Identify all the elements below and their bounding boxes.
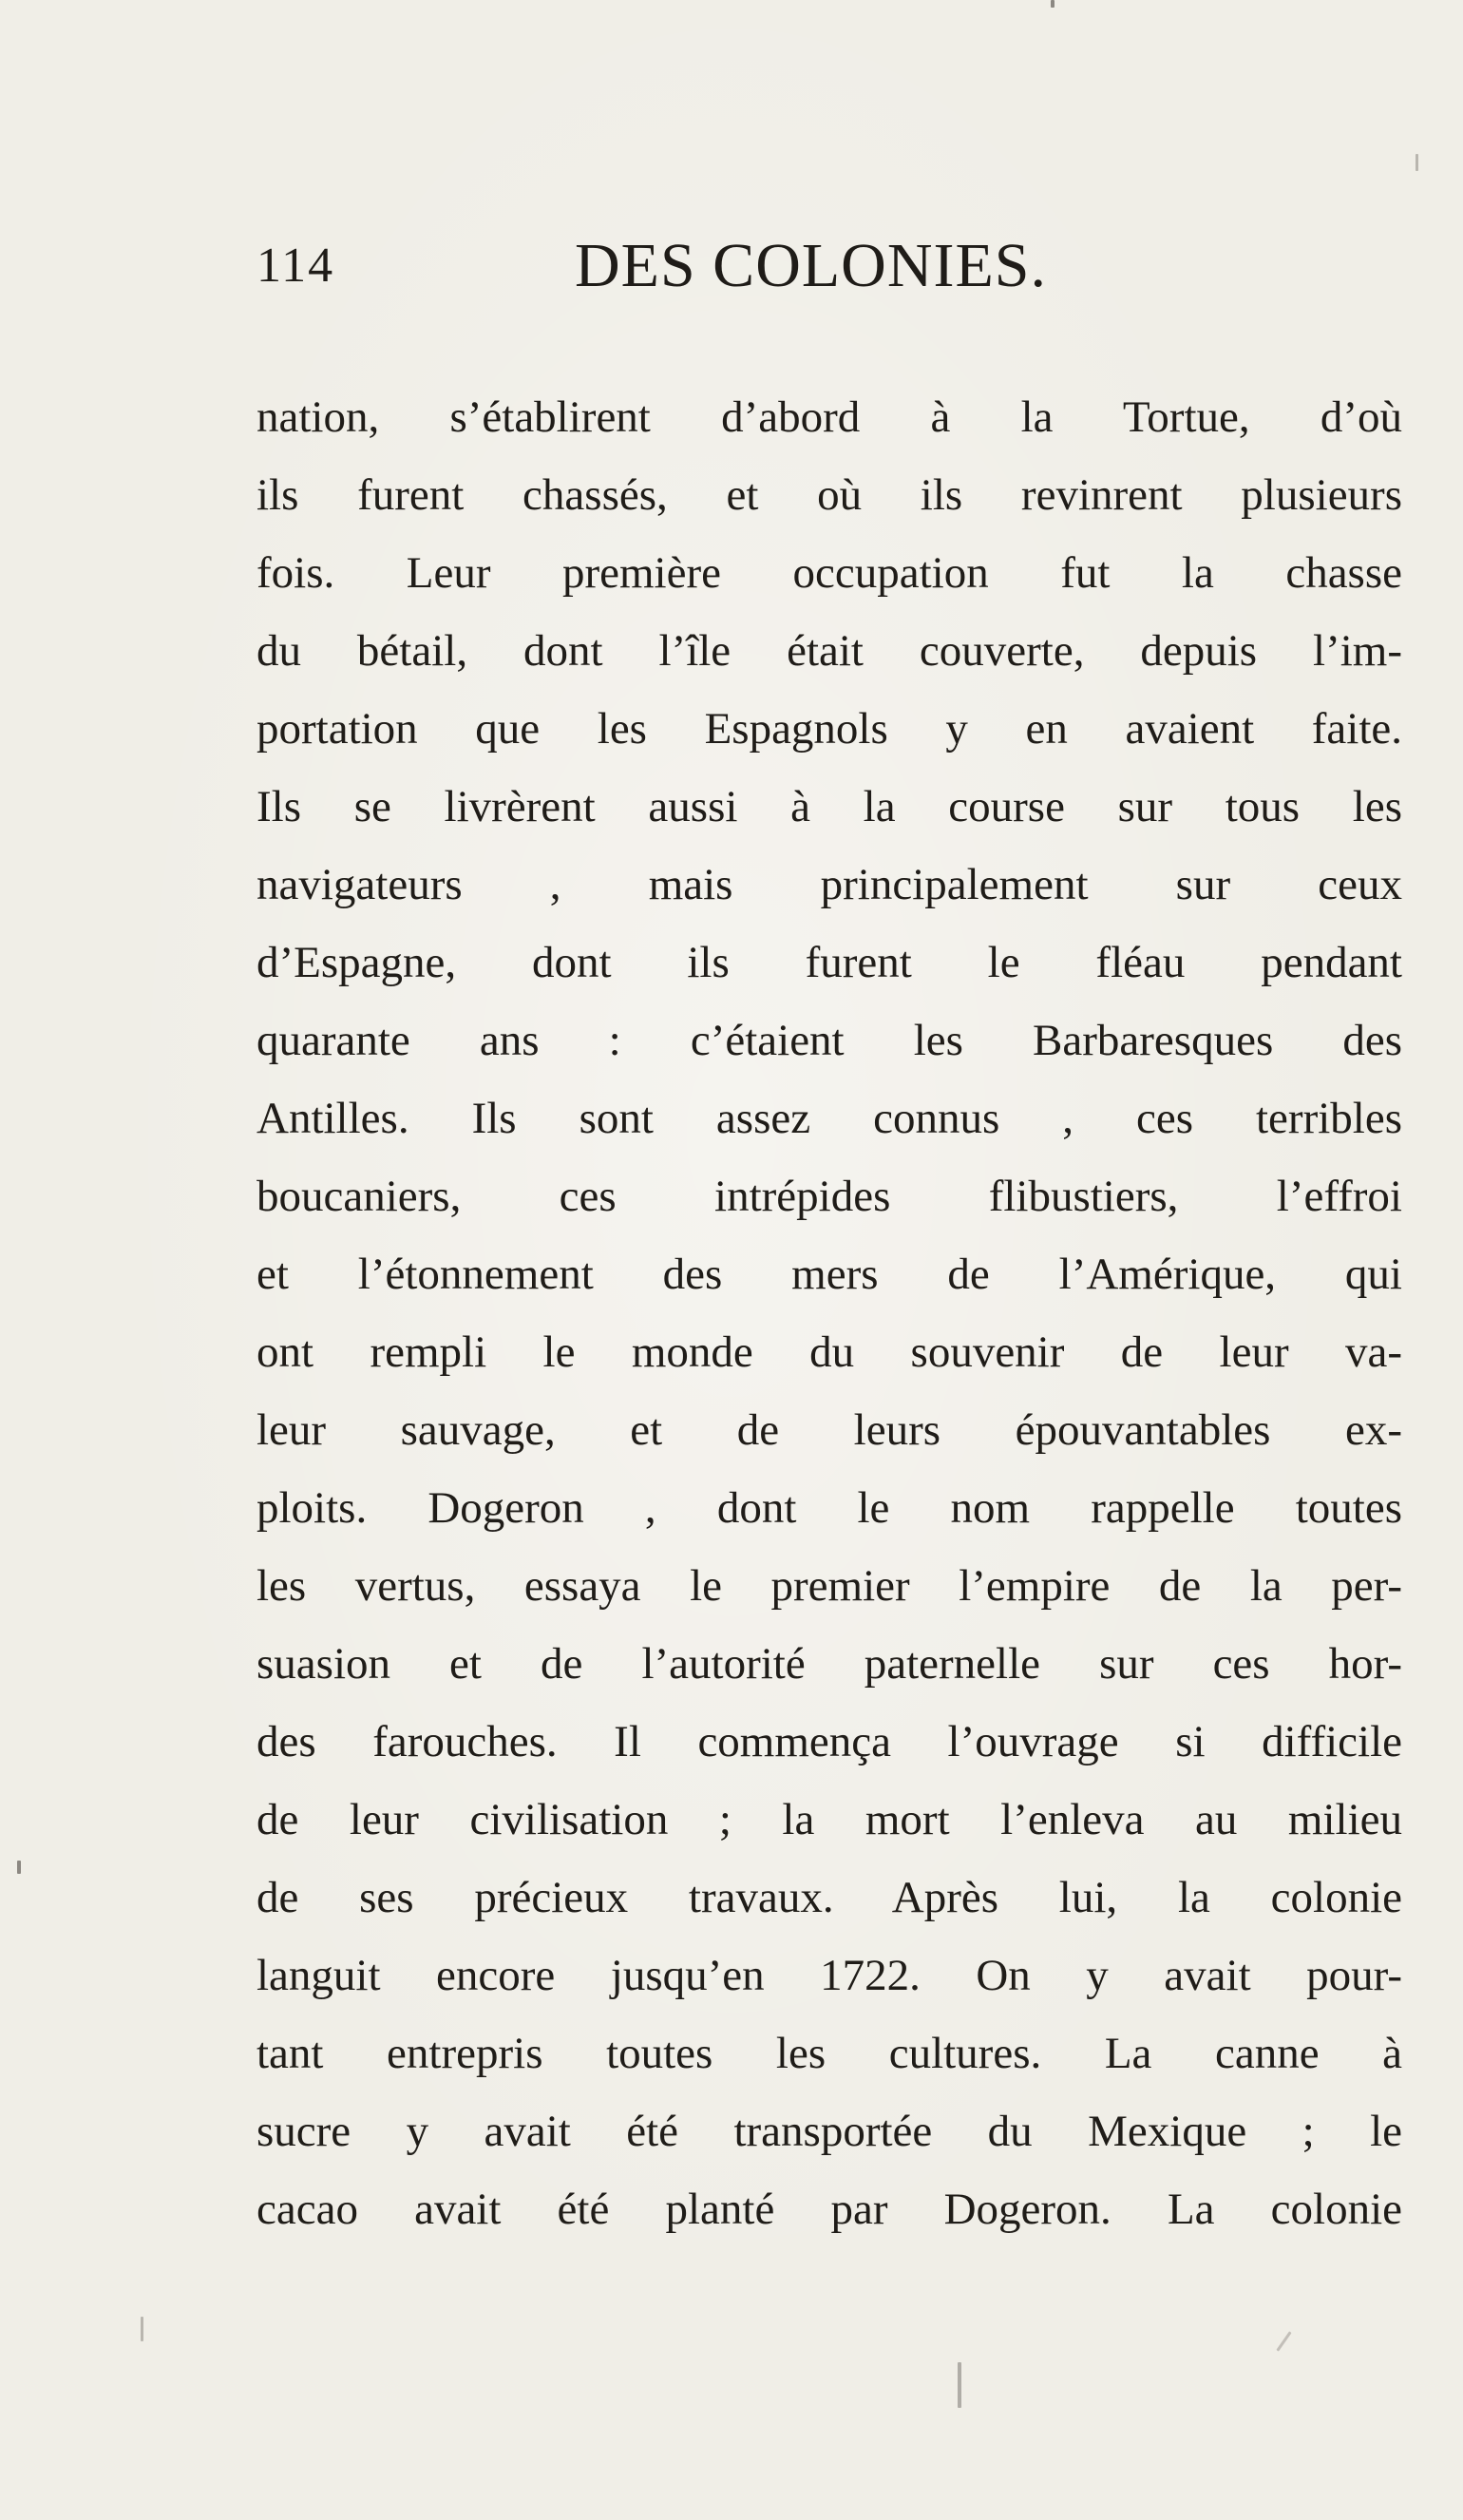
paper-speck xyxy=(1051,0,1054,8)
text-line: suasion et de l’autorité paternelle sur ces hor- xyxy=(256,1639,1402,1689)
text-line: ils furent chassés, et où ils revinrent plusieurs xyxy=(256,470,1402,520)
text-line: des farouches. Il commença l’ouvrage si difficile xyxy=(256,1717,1402,1766)
page-number: 114 xyxy=(256,239,335,293)
text-line: de ses précieux travaux. Après lui, la colonie xyxy=(256,1873,1402,1922)
running-title: DES COLONIES. xyxy=(575,231,1048,300)
text-line: de leur civilisation ; la mort l’enleva au milieu xyxy=(256,1795,1402,1844)
paper-speck xyxy=(958,2362,961,2408)
text-line: tant entrepris toutes les cultures. La canne à xyxy=(256,2029,1402,2078)
text-line: sucre y avait été transportée du Mexique ; le xyxy=(256,2107,1402,2156)
paper-speck xyxy=(17,1861,21,1874)
text-line: portation que les Espagnols y en avaient faite. xyxy=(256,704,1402,754)
text-line: ploits. Dogeron , dont le nom rappelle toutes xyxy=(256,1483,1402,1533)
body-text xyxy=(256,378,1402,2248)
text-line: languit encore jusqu’en 1722. On y avait pour- xyxy=(256,1951,1402,2000)
text-line: et l’étonnement des mers de l’Amérique, qui xyxy=(256,1250,1402,1299)
paper-speck xyxy=(1276,2331,1291,2351)
paper-speck xyxy=(141,2317,143,2341)
text-line: leur sauvage, et de leurs épouvantables ex- xyxy=(256,1405,1402,1455)
text-line: ont rempli le monde du souvenir de leur va- xyxy=(256,1327,1402,1377)
text-line: du bétail, dont l’île était couverte, depuis l’im- xyxy=(256,626,1402,676)
text-line: cacao avait été planté par Dogeron. La colonie xyxy=(256,2185,1402,2234)
text-line: Ils se livrèrent aussi à la course sur tous les xyxy=(256,782,1402,831)
text-line: navigateurs , mais principalement sur ceux xyxy=(256,860,1402,909)
text-line: d’Espagne, dont ils furent le fléau pendant xyxy=(256,938,1402,987)
text-line: fois. Leur première occupation fut la chasse xyxy=(256,548,1402,598)
text-line: les vertus, essaya le premier l’empire de la per- xyxy=(256,1561,1402,1611)
paper-speck xyxy=(1416,154,1418,171)
text-line: nation, s’établirent d’abord à la Tortue, d’où xyxy=(256,392,1402,442)
text-line: quarante ans : c’étaient les Barbaresques des xyxy=(256,1016,1402,1065)
page-header xyxy=(256,230,1396,315)
text-line: boucaniers, ces intrépides flibustiers, l’effroi xyxy=(256,1172,1402,1221)
text-line: Antilles. Ils sont assez connus , ces terribles xyxy=(256,1094,1402,1143)
